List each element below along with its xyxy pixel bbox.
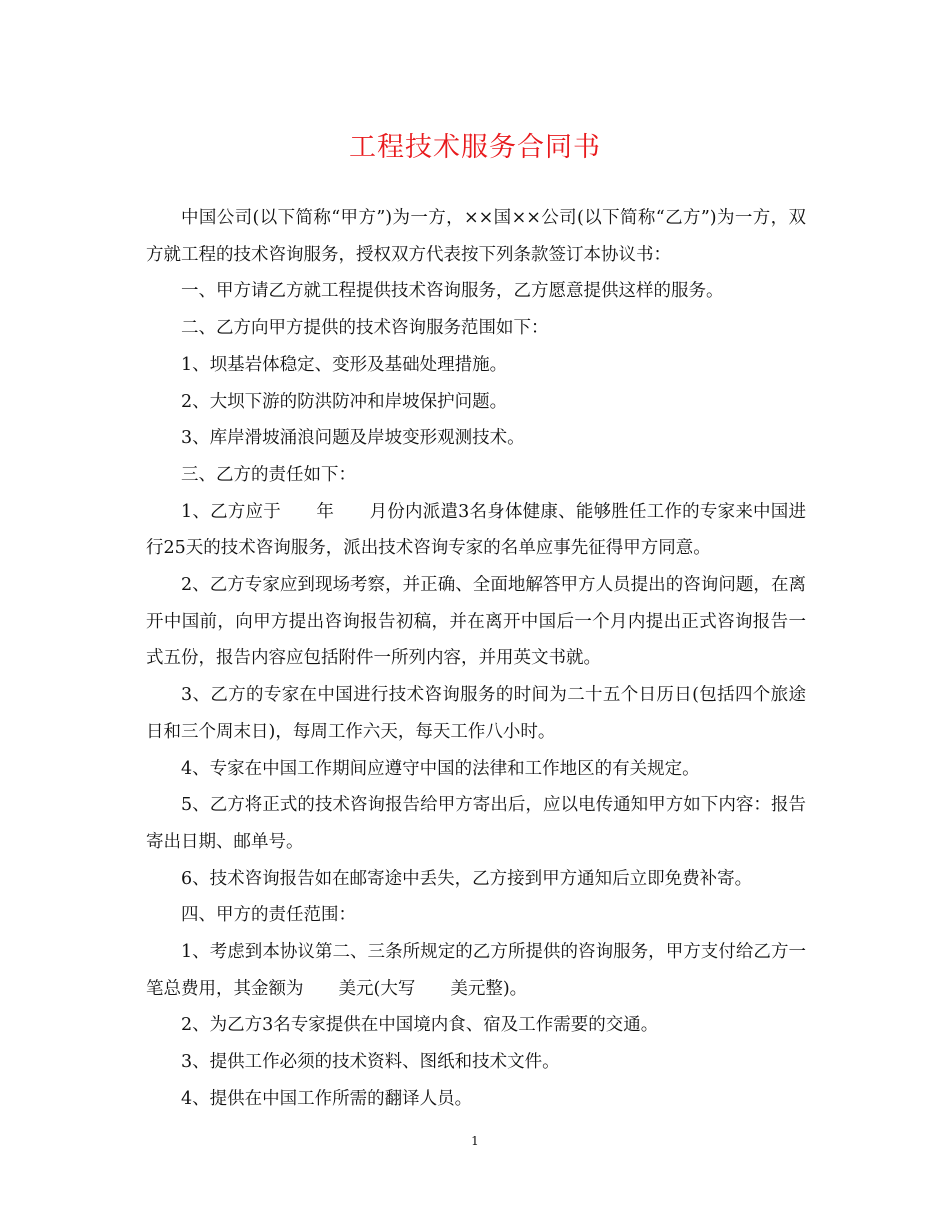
paragraph-clause-4-heading: 四、甲方的责任范围： [181,905,356,926]
paragraph-clause-4-item-2: 2、为乙方3名专家提供在中国境内食、宿及工作需要的交通。 [181,1015,659,1036]
paragraph-clause-2-item-3: 3、库岸滑坡涌浪问题及岸坡变形观测技术。 [181,428,525,449]
paragraph-clause-3-item-6: 6、技术咨询报告如在邮寄途中丢失，乙方接到甲方通知后立即免费补寄。 [181,868,753,889]
paragraph-clause-2-item-1: 1、坝基岩体稳定、变形及基础处理措施。 [181,354,508,375]
paragraph-clause-4-item-3: 3、提供工作必须的技术资料、图纸和技术文件。 [181,1052,560,1073]
document-title: 工程技术服务合同书 [349,132,601,163]
paragraph-clause-3-item-5: 5、乙方将正式的技术咨询报告给甲方寄出后，应以电传通知甲方如下内容：报告寄出日期、邮单号。 [146,795,806,852]
paragraph-clause-3-item-4: 4、专家在中国工作期间应遵守中国的法律和工作地区的有关规定。 [181,758,700,779]
paragraph-clause-4-item-4: 4、提供在中国工作所需的翻译人员。 [181,1088,473,1109]
paragraph-clause-3-item-2: 2、乙方专家应到现场考察，并正确、全面地解答甲方人员提出的咨询问题，在离开中国前，向甲方提出咨询报告初稿，并在离开中国后一个月内提出正式咨询报告一式五份，报告内容应包括附件一所列内容，并用英文书就。 [146,575,806,669]
paragraph-clause-1: 一、甲方请乙方就工程提供技术咨询服务，乙方愿意提供这样的服务。 [181,281,724,302]
page-number: 1 [471,1134,479,1148]
paragraph-clause-2-heading: 二、乙方向甲方提供的技术咨询服务范围如下： [181,318,549,339]
paragraph-clause-4-item-1: 1、考虑到本协议第二、三条所规定的乙方所提供的咨询服务，甲方支付给乙方一笔总费用，其金额为 美元(大写 美元整)。 [146,942,806,999]
paragraph-preamble: 中国公司(以下简称“甲方”)为一方，××国××公司(以下简称“乙方”)为一方，双方就工程的技术咨询服务，授权双方代表按下列条款签订本协议书： [146,208,806,265]
paragraph-clause-3-item-1: 1、乙方应于 年 月份内派遣3名身体健康、能够胜任工作的专家来中国进行25天的技术咨询服务，派出技术咨询专家的名单应事先征得甲方同意。 [146,501,806,559]
paragraph-clause-2-item-2: 2、大坝下游的防洪防冲和岸坡保护问题。 [181,391,508,412]
paragraph-clause-3-heading: 三、乙方的责任如下： [181,464,356,485]
document-body [146,200,806,1118]
paragraph-clause-3-item-3: 3、乙方的专家在中国进行技术咨询服务的时间为二十五个日历日(包括四个旅途日和三个周末日)，每周工作六天，每天工作八小时。 [146,685,806,742]
